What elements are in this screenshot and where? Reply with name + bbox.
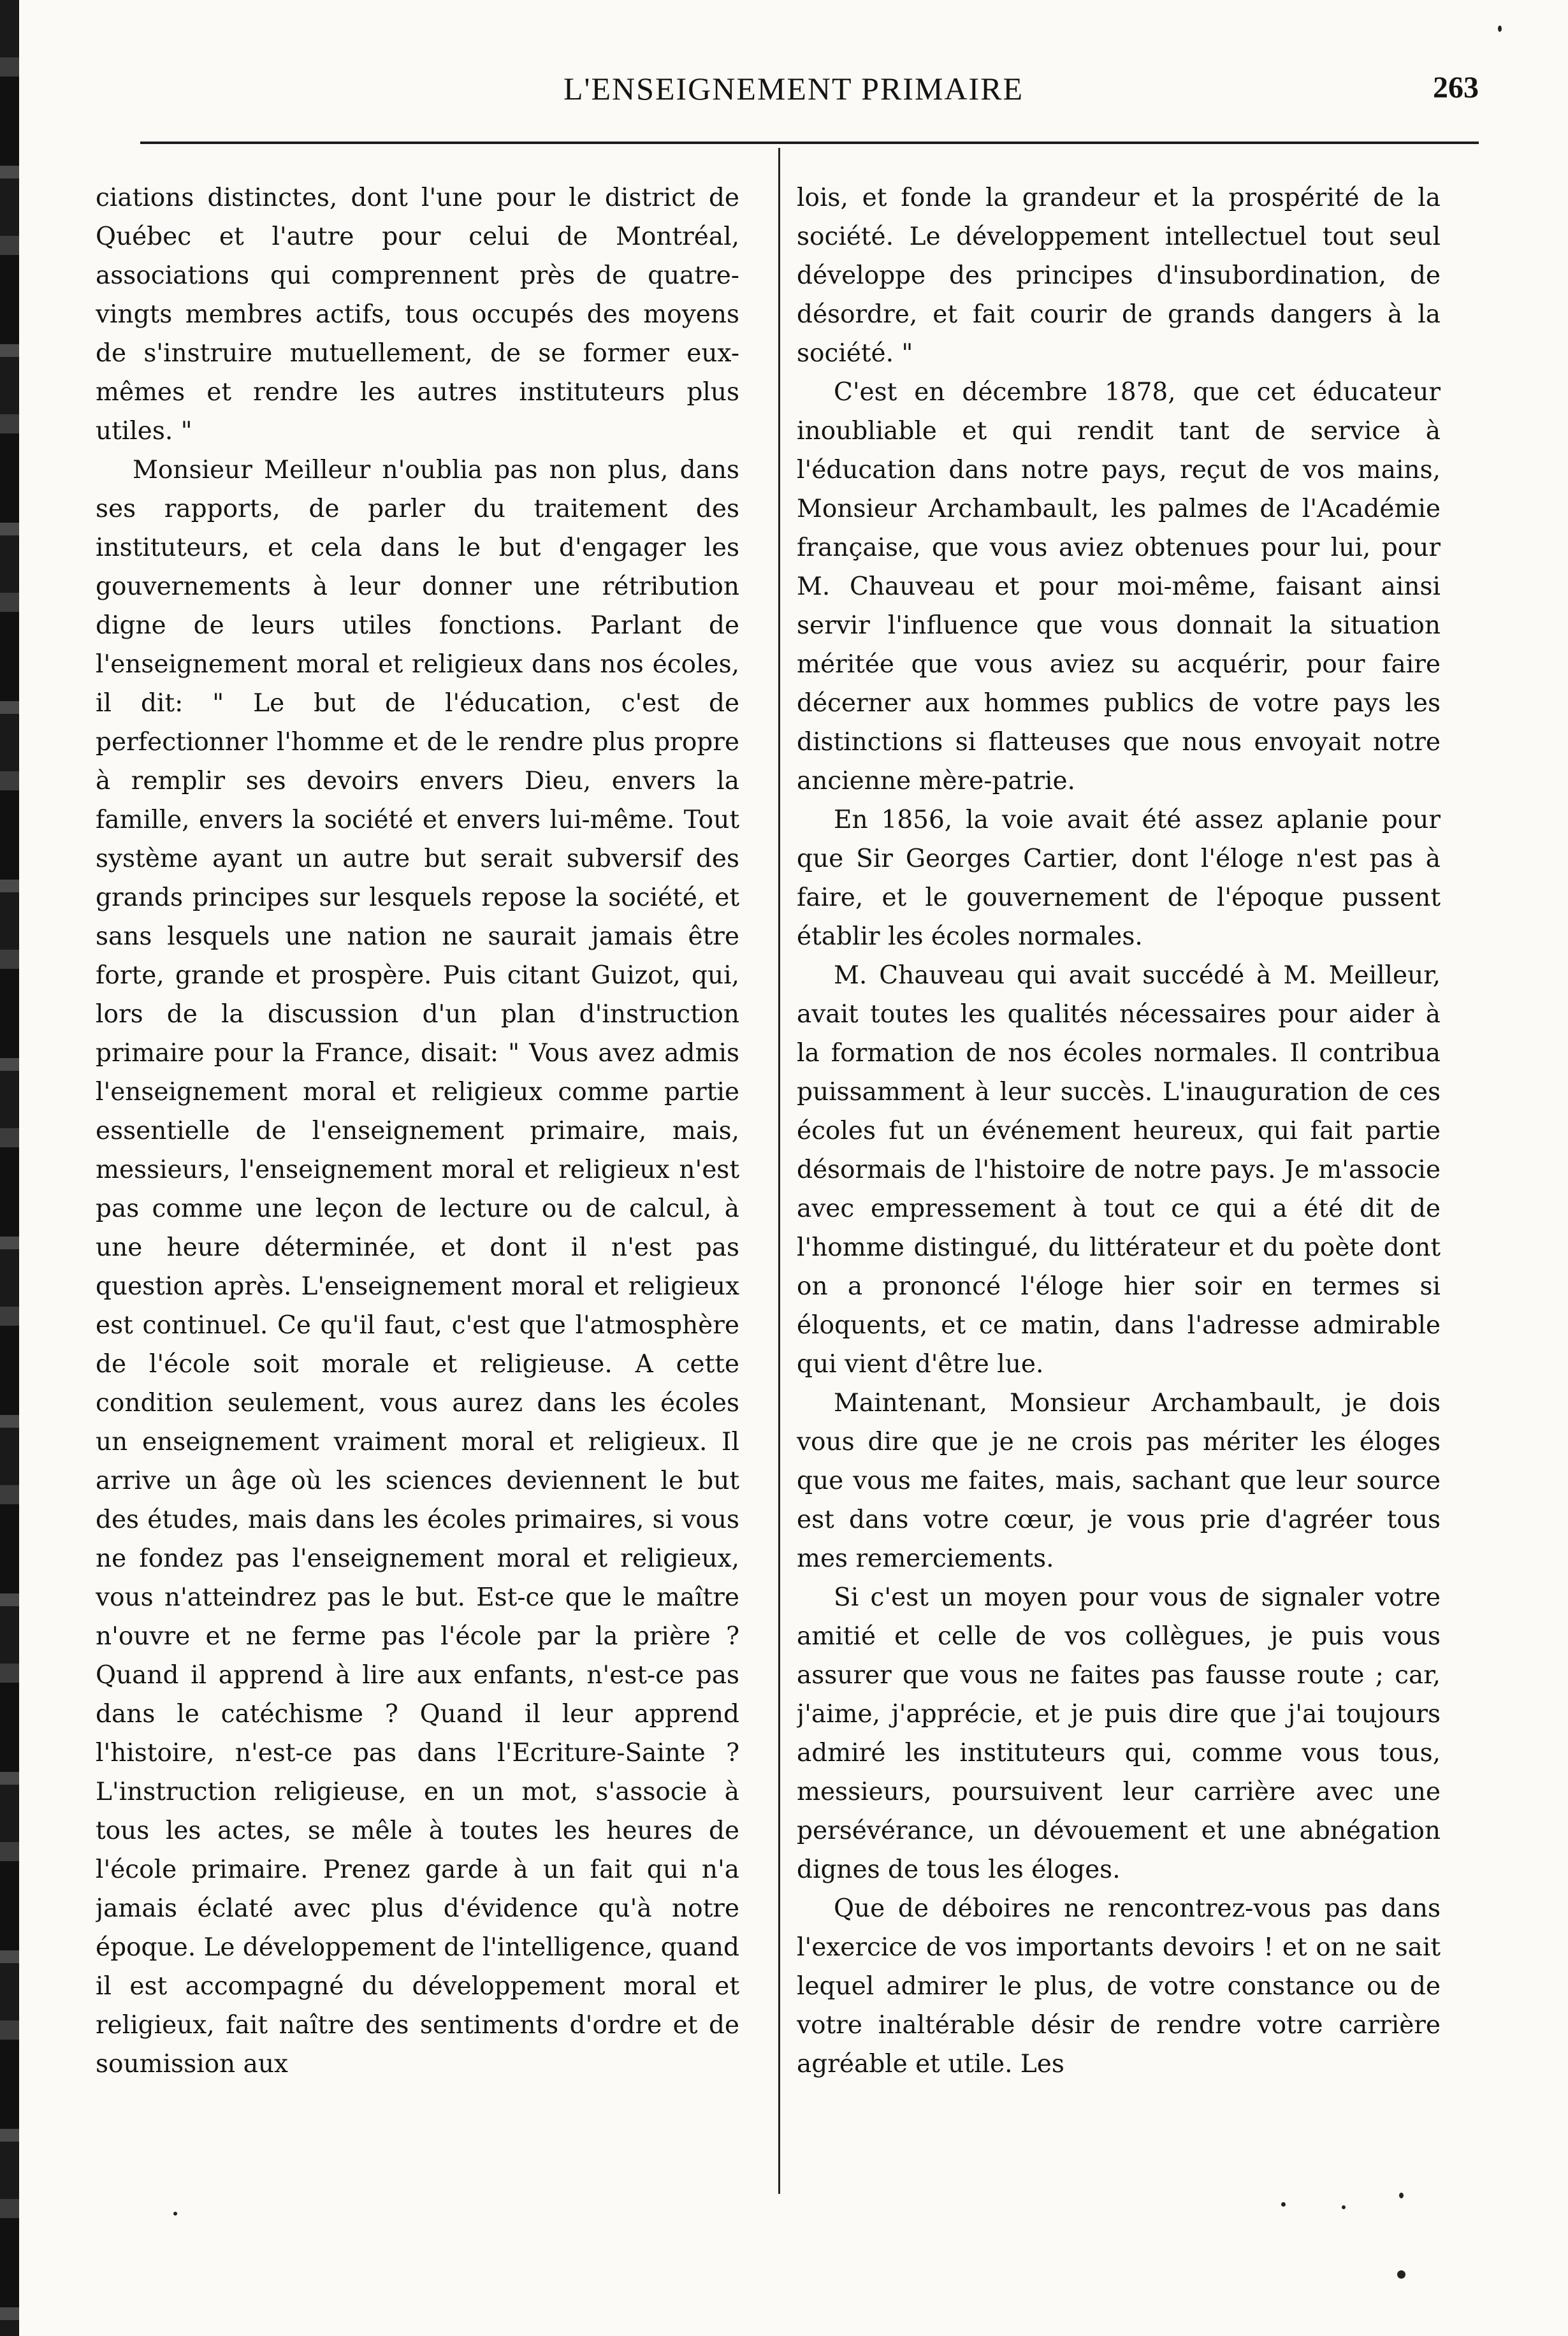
print-speck <box>1498 25 1502 32</box>
page-number: 263 <box>1433 71 1479 105</box>
paragraph: En 1856, la voie avait été assez aplanie pour que Sir Georges Cartier, dont l'éloge n'est pas à faire, et le gouvernement de l'époque pussent établir les écoles normales. <box>797 806 1441 951</box>
print-speck <box>173 2212 177 2216</box>
print-speck <box>1281 2202 1286 2207</box>
right-column <box>797 178 1441 2186</box>
paragraph: M. Chauveau qui avait succédé à M. Meilleur, avait toutes les qualités nécessaires pour aider à la formation de nos écoles normales. Il contribua puissamment à leur succès. L'inauguration de ces écoles fut un événement heureux, qui fait partie désormais de l'histoire de notre pays. Je m'associe avec empressement à tout ce qui a été dit de l'homme distingué, du littérateur et du poète dont on a prononcé l'éloge hier soir en termes si éloquents, et ce matin, dans l'adresse admirable qui vient d'être lue. <box>797 961 1441 1379</box>
print-speck <box>1399 2193 1404 2198</box>
running-title: L'ENSEIGNEMENT PRIMAIRE <box>563 71 1024 106</box>
header-rule <box>140 141 1479 144</box>
left-column <box>96 178 739 2186</box>
running-head <box>108 61 1479 119</box>
paragraph: Que de déboires ne rencontrez-vous pas dans l'exercice de vos importants devoirs ! et on ne sait lequel admirer le plus, de votre constance ou de votre inaltérable désir de rendre votre carrière agréable et utile. Les <box>797 1894 1441 2078</box>
paragraph: Maintenant, Monsieur Archambault, je dois vous dire que je ne crois pas mériter les éloges que vous me faites, mais, sachant que leur source est dans votre cœur, je vous prie d'agréer tous mes remerciements. <box>797 1389 1441 1573</box>
print-speck <box>1397 2270 1405 2279</box>
binding-edge-shadow <box>0 0 19 2336</box>
column-divider <box>778 148 780 2194</box>
paragraph: Si c'est un moyen pour vous de signaler votre amitié et celle de vos collègues, je puis vous assurer que vous ne faites pas fausse route ; car, j'aime, j'apprécie, et je puis dire que j'ai toujours admiré les instituteurs qui, comme vous tous, messieurs, poursuivent leur carrière avec une persévérance, un dévouement et une abnégation dignes de tous les éloges. <box>797 1583 1441 1884</box>
paragraph: lois, et fonde la grandeur et la prospérité de la société. Le développement intellectuel tout seul développe des principes d'insubordination, de désordre, et fait courir de grands dangers à la société. " <box>797 184 1441 368</box>
paragraph: Monsieur Meilleur n'oublia pas non plus, dans ses rapports, de parler du traitement des instituteurs, et cela dans le but d'engager les gouvernements à leur donner une rétribution digne de leurs utiles fonctions. Parlant de l'enseignement moral et religieux dans nos écoles, il dit: " Le but de l'éducation, c'est de perfectionner l'homme et de le rendre plus propre à remplir ses devoirs envers Dieu, envers la famille, envers la société et envers lui-même. Tout système ayant un autre but serait subversif des grands principes sur lesquels repose la société, et sans lesquels une nation ne saurait jamais être forte, grande et prospère. Puis citant Guizot, qui, lors de la discussion d'un plan d'instruction primaire pour la France, disait: " Vous avez admis l'enseignement moral et religieux comme partie essentielle de l'enseignement primaire, mais, messieurs, l'enseignement moral et religieux n'est pas comme une leçon de lecture ou de calcul, à une heure déterminée, et dont il n'est pas question après. L'enseignement moral et religieux est continuel. Ce qu'il faut, c'est que l'atmosphère de l'école soit morale et religieuse. A cette condition seulement, vous aurez dans les écoles un enseignement vraiment moral et religieux. Il arrive un âge où les sciences deviennent le but des études, mais dans les écoles primaires, si vous ne fondez pas l'enseignement moral et religieux, vous n'atteindrez pas le but. Est-ce que le maître n'ouvre et ne ferme pas l'école par la prière ? Quand il apprend à lire aux enfants, n'est-ce pas dans le catéchisme ? Quand il leur apprend l'histoire, n'est-ce pas dans l'Ecriture-Sainte ? L'instruction religieuse, en un mot, s'associe à tous les actes, se mêle à toutes les heures de l'école primaire. Prenez garde à un fait qui n'a jamais éclaté avec plus d'évidence qu'à notre époque. Le développement de l'intelligence, quand il est accompagné du développement moral et religieux, fait naître des sentiments d'ordre et de soumission aux <box>96 456 739 2078</box>
print-speck <box>1342 2205 1346 2209</box>
paragraph: ciations distinctes, dont l'une pour le district de Québec et l'autre pour celui de Montréal, associations qui comprennent près de quatre-vingts membres actifs, tous occupés des moyens de s'instruire mutuellement, de se former eux-mêmes et rendre les autres instituteurs plus utiles. " <box>96 184 739 446</box>
paragraph: C'est en décembre 1878, que cet éducateur inoubliable et qui rendit tant de service à l'éducation dans notre pays, reçut de vos mains, Monsieur Archambault, les palmes de l'Académie française, que vous aviez obtenues pour lui, pour M. Chauveau et pour moi-même, faisant ainsi servir l'influence que vous donnait la situation méritée que vous aviez su acquérir, pour faire décerner aux hommes publics de votre pays les distinctions si flatteuses que nous envoyait notre ancienne mère-patrie. <box>797 378 1441 795</box>
